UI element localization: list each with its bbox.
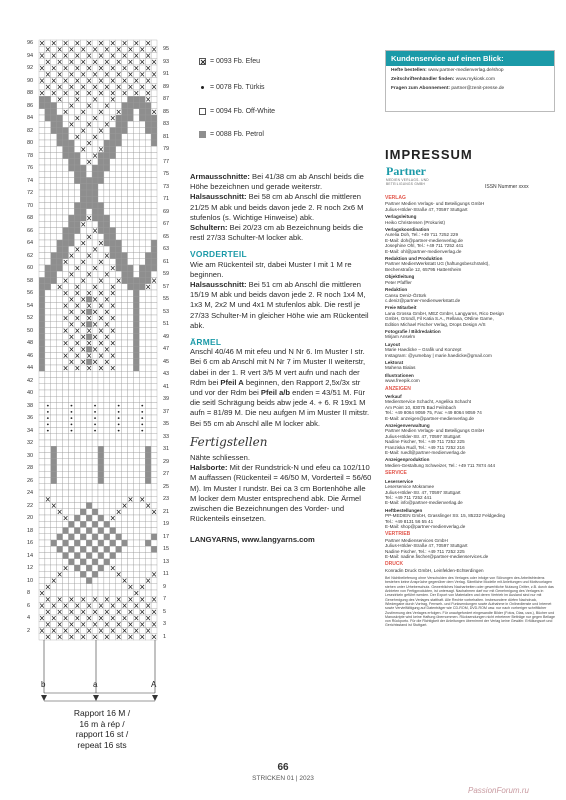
axis-label-A: A — [151, 680, 157, 689]
axis-label-b: b — [41, 680, 46, 689]
impressum-line: Partner MedienWerkstatt UG (haftungsbeschränkt), — [385, 261, 490, 267]
row-number: 63 — [163, 246, 170, 253]
impressum-line: Tel.: +49 8131 56 55 41 — [385, 518, 434, 524]
row-number: 15 — [163, 546, 170, 553]
row-number: 24 — [27, 490, 34, 496]
row-number: 25 — [163, 483, 170, 490]
paragraph-naehte: Nähte schliessen. — [190, 453, 250, 463]
row-number: 76 — [27, 165, 34, 171]
impressum-line: Franziska Rudl, Tel.: +49 711 7252 216 — [385, 444, 465, 450]
term: Pfeil a/b — [260, 388, 291, 398]
impressum-line: Partner Medien Verlags- und Beteiligungs GmbH — [385, 201, 485, 207]
impressum-line: MedienService Schacht, Angelika Schacht — [385, 399, 472, 405]
body-text: enden = 43/51 M. Für die seitl Schrägung beids abw jede 4. + 6. R 19x1 M aufn = 81/89 M. Die neu aufgen M im Muster II mitstr. Bei 55 cm ab Anschl alle M locker abk. — [190, 388, 370, 428]
row-number: 60 — [27, 265, 34, 271]
row-number: 78 — [27, 152, 34, 159]
row-number: 73 — [163, 183, 170, 190]
row-number: 19 — [163, 521, 170, 528]
legend-label: = 0094 Fb. Off-White — [210, 108, 276, 115]
impressum-line: Partner Medien Verlags- und Beteiligungs GmbH — [385, 428, 485, 434]
row-number: 39 — [163, 396, 170, 403]
body-text: Bei 58 cm ab Anschl die mittleren 21/25 M abk und beids davon jede 2. R noch 2x6 M stufenlos (s. Wichtige Hinweise) abk. — [190, 192, 364, 222]
impressum-line: Julius-Hölder-Str. 47, 70597 Stuttgart — [385, 489, 461, 495]
impressum-subhead: Anzeigenproduktion — [385, 457, 430, 463]
row-number: 16 — [27, 540, 34, 546]
legend-item-offwhite — [199, 108, 275, 115]
row-number: 93 — [163, 58, 170, 65]
row-number: 23 — [163, 496, 170, 503]
row-number: 45 — [163, 358, 170, 365]
row-number: 11 — [163, 571, 169, 578]
kundenservice-title: Kundenservice auf einen Blick: — [386, 51, 554, 66]
impressum-section-head: ANZEIGEN — [385, 385, 411, 392]
row-number: 40 — [27, 390, 34, 396]
impressum-body — [385, 193, 555, 628]
rapport-line: 16 m à rép / — [79, 718, 125, 729]
row-number: 77 — [163, 158, 170, 165]
row-number: 89 — [163, 83, 170, 90]
row-number: 32 — [27, 440, 34, 446]
row-number: 14 — [27, 552, 34, 559]
row-number: 67 — [163, 221, 170, 228]
kundenservice-label: Hefte bestellen: — [391, 68, 427, 73]
impressum-line: Instagram: @yumebay | marie.haedicke@gmail.com — [385, 352, 492, 358]
paragraph-vorderteil: Wie am Rückenteil str, dabei Muster I mit 1 M re beginnen. — [190, 259, 352, 279]
row-number: 42 — [27, 377, 34, 384]
impressum-line: Marie Haedicke – Grafik und Konzept — [385, 347, 462, 353]
row-number: 96 — [27, 40, 34, 46]
impressum-subhead: Layout — [385, 341, 401, 347]
impressum-line: E-Mail: ruedl@partner-medienverlag.de — [385, 450, 466, 456]
body-text: Mit der Rundstrick-N und efeu ca 102/110 M auffassen (Rückenteil = 46/50 M, Vorderteil = 56/60 M). Im Muster I rundstr. Bei ca 3 cm Bortenhöhe alle M locker dem Muster entsprechend abk. Die Ärmel zwischen die Bezeichnungen des Vorder- und Rückenteils einsetzen. — [190, 463, 372, 524]
row-number: 30 — [27, 452, 34, 459]
impressum-line: Mahena Bialas — [385, 365, 416, 371]
row-number: 17 — [163, 533, 170, 540]
row-number: 29 — [163, 458, 170, 465]
kundenservice-row — [386, 75, 554, 84]
row-number: 28 — [27, 465, 34, 471]
row-number: 91 — [163, 71, 170, 78]
row-number: 61 — [163, 258, 170, 265]
legend-label: = 0078 Fb. Türkis — [210, 84, 265, 91]
row-number: 33 — [163, 433, 170, 440]
impressum-line: Nadine Fischer, Tel.: +49 711 7252 225 — [385, 548, 465, 554]
impressum-line: E-Mail: shop@partner-medienverlag.de — [385, 523, 466, 529]
body-text: beginnen, den Rapport 2,5x/3x str und vor der Rdm bei — [190, 377, 361, 398]
row-number: 38 — [27, 402, 34, 409]
row-number: 64 — [27, 240, 34, 246]
logo-word: Partner — [386, 164, 426, 178]
row-number: 74 — [27, 177, 34, 184]
page-number: 66 — [277, 762, 289, 773]
impressum-line: Mirjam Anselm — [385, 334, 416, 340]
row-number: 41 — [163, 383, 170, 390]
impressum-title: IMPRESSUM — [385, 147, 473, 162]
cross-symbol-icon — [199, 58, 206, 65]
kundenservice-row — [386, 66, 554, 75]
impressum-line: GmbH, Gründl, Fil Katia S.A., Rellana, ONline Garne, — [385, 316, 494, 322]
blank-symbol-icon — [199, 108, 206, 115]
impressum-line: E-Mail: doh@partner-medienverlag.de — [385, 237, 463, 243]
instructions-column — [190, 172, 372, 545]
dot-symbol-icon — [199, 84, 206, 91]
row-number: 85 — [163, 108, 170, 115]
kundenservice-rows — [386, 66, 554, 93]
row-number: 65 — [163, 233, 170, 240]
row-number: 50 — [27, 327, 34, 334]
term: Halsausschnitt: — [190, 192, 247, 202]
impressum-line: Tel.: +49 8064 9059 75, Fax: +49 8064 9059 74 — [385, 410, 482, 416]
paragraph-halsborte — [190, 463, 372, 524]
row-number: 90 — [27, 77, 34, 84]
magazine-issue: STRICKEN 01 | 2023 — [252, 775, 314, 782]
rapport-line: repeat 16 sts — [77, 739, 127, 750]
section-fertigstellen: Fertigstellen — [190, 434, 268, 449]
axis-label-a: a — [93, 680, 98, 689]
row-number: 54 — [27, 302, 34, 309]
impressum-line: Aurelia Doh, Tel.: +49 711 7252 229 — [385, 232, 459, 238]
row-number: 56 — [27, 290, 34, 296]
row-number: 80 — [27, 140, 34, 146]
impressum-legal: Bei Nichtbelieferung ohne Verschulden des Verlages oder infolge von Störungen des Arbeitsfriedens bestehen keine Ansprüche gegenüber dem Verlag. Sämtliche Modelle mit Anleitungen und Motivvorlagen stehen unter Urheberschutz. Gewerbliches Nacharbeiten oder gewerbliche Nutzung Dritter, z.B. durch das Anbieten von Fertigprodukten, ist untersagt. Nachahmen darf nur mit Genehmigung des Verlages in Lesezirkeln geführt werden. Der Export von Materialien und deren Vertrieb im Ausland sind nur mit Genehmigung des Verlages statthaft. Alle Rechte vorbehalten. Insbesondere dürfen Nachdruck, Wiedergabe durch Vortrag, Fernseh- und Funksendungen sowie Aufnahme in Onlinedienste und Internet sowie Vervielfältigung auf Datenträger wie CD-ROM, DVD-ROM usw. nur nach vorheriger schriftlicher Zustimmung des Verlages erfolgen. Für unaufgefordert eingesandte Bilder (Fotos, Dias, usw.), Bücher und Manuskripte wird keine Haftung übernommen. Rücksendungen nicht erbetener Beiträge nur gegen Beilage von Rückporto. Für die Richtigkeit der Anleitungen übernimmt der Verlag keine Gewähr. Erfüllungsort und Gerichtsstand ist Stuttgart. — [385, 576, 556, 628]
impressum-section-head: VERLAG — [385, 195, 406, 201]
kundenservice-label: Fragen zum Abonnement: — [391, 86, 450, 91]
impressum-line: E-Mail: ohl@partner-medienverlag.de — [385, 248, 462, 254]
row-number: 51 — [163, 321, 170, 328]
row-number: 59 — [163, 271, 170, 278]
row-number: 5 — [163, 608, 167, 615]
paragraph-halsausschnitt-vorderteil — [190, 280, 372, 331]
row-number: 58 — [27, 277, 34, 284]
impressum-line: E-Mail: info@partner-medienverlag.de — [385, 500, 463, 506]
term: Schultern: — [190, 223, 228, 233]
row-number: 22 — [27, 502, 34, 509]
row-number: 88 — [27, 90, 34, 96]
impressum-subhead: Heftbestellungen — [385, 507, 423, 513]
body-text: Anschl 40/46 M mit efeu und N Nr 6. Im Muster I str. Bei 6 cm ab Anschl mit N Nr 7 im Muster II weiterstr, dabei in der 1. R vert 3/5 M vert aufn und nach der Rdm bei — [190, 347, 366, 387]
impressum-line: PP-MEDIEN GmbH, Grasslinger Str. 15, 85232 Feldgeding — [385, 513, 506, 519]
row-number: 37 — [163, 408, 170, 415]
legend-label: = 0093 Fb. Efeu — [210, 58, 261, 65]
impressum-line: Medien-Gestaltung Schweizer, Tel.: +49 711 7874 444 — [385, 462, 496, 468]
row-number: 53 — [163, 308, 170, 315]
term: Halsausschnitt: — [190, 280, 247, 290]
row-number: 47 — [163, 346, 170, 353]
row-number: 55 — [163, 296, 170, 303]
impressum-subhead: Illustrationen — [385, 372, 414, 378]
row-number: 70 — [27, 202, 34, 209]
rapport-line: Rapport 16 M / — [73, 708, 131, 718]
row-number: 9 — [163, 583, 167, 590]
row-number: 43 — [163, 371, 170, 378]
impressum-section-head: VERTRIEB — [385, 531, 411, 538]
row-number: 82 — [27, 127, 34, 134]
row-number: 1 — [163, 633, 167, 640]
term: Pfeil A — [220, 377, 244, 387]
body-text: Bei 41/38 cm ab Anschl beids die Höhe bezeichnen und gerade weiterstr. — [190, 172, 364, 192]
impressum-subhead: Verkauf — [385, 394, 402, 399]
row-number: 4 — [27, 615, 31, 621]
legend-item-efeu — [199, 58, 260, 65]
row-number: 36 — [27, 415, 34, 421]
impressum-line: Leserservice Mokramee — [385, 484, 435, 490]
term: Armausschnitte: — [190, 172, 250, 181]
row-number: 81 — [163, 133, 170, 140]
row-number: 66 — [27, 227, 34, 234]
row-number: 84 — [27, 115, 34, 121]
row-number: 92 — [27, 65, 34, 71]
impressum-subhead: Fotografie / Bildredaktion — [385, 328, 441, 334]
impressum-line: Josephine Ohl, Tel.: +49 711 7252 441 — [385, 243, 464, 249]
row-number: 35 — [163, 421, 170, 428]
row-number: 7 — [163, 596, 167, 603]
row-number: 8 — [27, 590, 31, 596]
impressum-line: Julius-Hölder-Straße 47, 70597 Stuttgart — [385, 206, 468, 212]
row-number: 69 — [163, 208, 170, 215]
issn: ISSN Nummer xxxx — [485, 184, 529, 190]
logo-subtitle: MEDIEN VERLAGS- UND BETEILIGUNGS GMBH — [386, 178, 429, 186]
section-vorderteil: VORDERTEIL — [190, 249, 247, 260]
impressum-subhead: Verlagsleitung — [385, 214, 417, 220]
watermark: PassionForum.ru — [468, 786, 529, 795]
impressum-section-head: SERVICE — [385, 470, 407, 477]
row-number: 44 — [27, 365, 34, 371]
row-number: 68 — [27, 215, 34, 221]
kundenservice-value: partner@zenit-presse.de — [449, 86, 505, 91]
kundenservice-label: Zeitschriftenhändler finden: — [391, 77, 455, 82]
row-number: 86 — [27, 102, 34, 109]
row-number: 71 — [163, 196, 170, 203]
row-number: 83 — [163, 121, 170, 128]
impressum-line: Lana Grossa GmbH, MEZ GmbH, Langyarns, Rico Design — [385, 310, 504, 316]
row-number: 94 — [27, 52, 34, 59]
kundenservice-value: www.mykiosk.com — [454, 77, 495, 82]
impressum-line: Am Point 10, 83075 Bad Feilnbach — [385, 404, 456, 410]
body-text: Bei 51 cm ab Anschl die mittleren 15/19 M abk und beids davon jede 2. R noch 1x4 M, 1x3 M, 2x2 M und 4x1 M stufenlos abk. Die restl je 27/33 Schulter-M in gleicher Höhe wie am Rückenteil abk. — [190, 280, 369, 330]
impressum-subhead: Objektleitung — [385, 274, 415, 280]
langyarns-credit: LANGYARNS, www.langyarns.com — [190, 534, 315, 544]
legend-item-petrol — [199, 131, 264, 138]
impressum-line: Tel.: +49 711 7252 441 — [385, 494, 432, 500]
row-number: 27 — [163, 471, 170, 478]
impressum-line: Julius-Hölder-Str. 47, 70597 Stuttgart — [385, 433, 461, 439]
fill-symbol-icon — [199, 131, 206, 138]
row-number: 87 — [163, 96, 170, 103]
row-number: 46 — [27, 352, 34, 359]
legend-item-tuerkis — [199, 84, 265, 91]
impressum-line: Heiko Christensen (Prokurist) — [385, 219, 445, 225]
impressum-line: Nadine Fischer, Tel.: +49 711 7252 225 — [385, 439, 465, 445]
kundenservice-row — [386, 84, 554, 93]
body-text: Bei 20/23 cm ab Bezeichnung beids die restl 27/33 Schulter-M locker abk. — [190, 223, 364, 243]
row-number: 72 — [27, 190, 34, 196]
impressum-line: Peter Pfaffler — [385, 279, 412, 285]
row-number: 2 — [27, 627, 31, 634]
row-number: 12 — [27, 565, 34, 571]
row-number: 26 — [27, 477, 34, 484]
impressum-subhead: Anzeigenverwaltung — [385, 423, 430, 429]
row-number: 20 — [27, 515, 34, 521]
row-number: 10 — [27, 577, 34, 584]
kundenservice-box — [385, 50, 555, 112]
impressum-line: www.freepik.com — [385, 378, 420, 384]
impressum-line: E-Mail: anzeigen@partner-medienverlag.de — [385, 415, 474, 421]
impressum-line: Konradin Druck GmbH, Leinfelden-Echterdingen — [385, 567, 484, 573]
term: Halsborte: — [190, 463, 228, 473]
row-number: 31 — [163, 446, 170, 453]
rapport-note — [52, 708, 152, 750]
impressum-line: Edition Michael Fischer Verlag, Drops Design A/S — [385, 321, 486, 327]
row-number: 49 — [163, 333, 170, 340]
impressum-subhead: Leserservice — [385, 478, 414, 484]
impressum-section-head: DRUCK — [385, 561, 404, 568]
partner-logo — [386, 164, 434, 186]
row-number: 13 — [163, 558, 170, 565]
impressum-line: Partner Medienservices GmbH — [385, 537, 448, 543]
row-number: 62 — [27, 252, 34, 259]
impressum-subhead: Lektorat — [385, 359, 404, 365]
row-number: 3 — [163, 621, 167, 628]
paragraph-armausschnitte — [190, 172, 372, 192]
impressum-subhead: Freie Mitarbeit — [385, 305, 417, 311]
row-number: 6 — [27, 602, 31, 609]
row-number: 75 — [163, 171, 170, 178]
impressum-line: Bechenstraße 12, 65795 Hattersheim — [385, 266, 462, 272]
impressum-line: Julius-Hölder-Straße 47, 70597 Stuttgart — [385, 543, 468, 549]
section-aermel: ÄRMEL — [190, 337, 222, 348]
row-number: 95 — [163, 46, 170, 53]
row-number: 57 — [163, 283, 170, 290]
rapport-line: rapport 16 st / — [75, 729, 129, 739]
row-number: 34 — [27, 427, 34, 434]
impressum-subhead: Redaktion und Produktion — [385, 256, 443, 262]
kundenservice-value: www.partner-medienverlag.de/shop — [426, 68, 504, 73]
impressum-subhead: Redaktion — [385, 287, 408, 293]
row-number: 79 — [163, 146, 170, 153]
paragraph-schultern — [190, 223, 372, 243]
row-number: 18 — [27, 527, 34, 534]
legend-label: = 0088 Fb. Petrol — [210, 131, 264, 138]
row-number: 48 — [27, 340, 34, 346]
impressum-subhead: Verlagskoordination — [385, 227, 430, 233]
chart-axis — [0, 0, 200, 800]
impressum-line: Cansu Deniz-Öztürk — [385, 292, 427, 298]
row-number: 21 — [163, 508, 170, 515]
row-number: 52 — [27, 315, 34, 321]
impressum-line: c.deniz@partner-medienwerkstatt.de — [385, 297, 461, 303]
impressum-line: E-Mail: nadine.fischer@partner-medienservices.de — [385, 553, 489, 559]
paragraph-halsausschnitt — [190, 192, 372, 223]
paragraph-aermel — [190, 347, 372, 429]
